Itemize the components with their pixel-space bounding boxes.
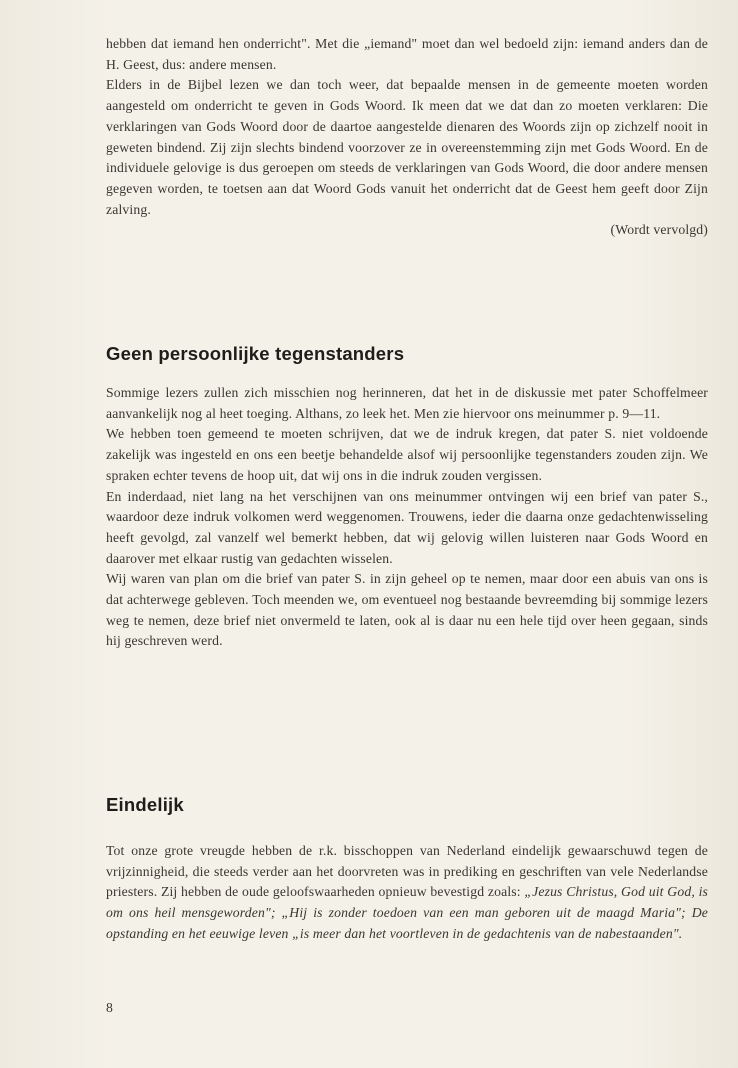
- intro-paragraph-1: hebben dat iemand hen onderricht". Met die „iemand" moet dan wel bedoeld zijn: iemand anders dan de H. Geest, dus: andere mensen.: [106, 36, 708, 72]
- paragraph: Wij waren van plan om die brief van pater S. in zijn geheel op te nemen, maar door een abuis van ons is dat achterwege gebleven. Toch meenden we, om eventueel nog bestaande bevreemding bij sommige lezers weg te nemen, deze brief niet onvermeld te laten, ook al is daar nu een hele tijd over heen gegaan, sinds hij geschreven werd.: [106, 571, 708, 649]
- section-heading-eindelijk: Eindelijk: [106, 794, 184, 815]
- paragraph: We hebben toen gemeend te moeten schrijven, dat we de indruk kregen, dat pater S. niet voldoende zakelijk was ingesteld en ons een beetje behandelde alsof wij persoonlijke tegenstanders zouden zijn. We spraken echter tevens de hoop uit, dat wij ons in die indruk zouden vergissen.: [106, 426, 708, 483]
- paragraph: [106, 841, 708, 945]
- paragraph-lead: Tot onze grote vreugde hebben de r.k. bisschoppen van Nederland eindelijk gewaarschuwd tegen de vrijzinnigheid, die steeds verder aan het doorvreten was in prediking en geschriften van vele Nederlandse priesters. Zij hebben de oude geloofswaarheden opnieuw bevestigd zoals:: [106, 843, 708, 900]
- intro-paragraph-2: Elders in de Bijbel lezen we dan toch weer, dat bepaalde mensen in de gemeente moeten worden aangesteld om onderricht te geven in Gods Woord. Ik meen dat we dat dan zo moeten verklaren: Die verklaringen van Gods Woord door de daartoe aangestelde dienaren des Woords zijn op zichzelf nooit in geweten bindend. Zij zijn slechts bindend voorzover ze in overeenstemming zijn met Gods Woord. En de individuele gelovige is dus geroepen om steeds de verklaringen van Gods Woord, die door andere mensen gegeven worden, te toetsen aan dat Woord Gods vanuit het onderricht dat de Geest hem geeft door Zijn zalving.: [106, 77, 708, 217]
- page-number: 8: [106, 1000, 113, 1015]
- paragraph: En inderdaad, niet lang na het verschijnen van ons meinummer ontvingen wij een brief van pater S., waardoor deze indruk volkomen werd weggenomen. Trouwens, ieder die daarna onze gedachtenwisseling heeft gevolgd, zal vanzelf wel bemerkt hebben, dat wij gelovig willen luisteren naar Gods Woord en daarover met elkaar rustig van gedachten wisselen.: [106, 488, 708, 566]
- italic-quote: „Jezus Christus, God uit God, is om ons heil mensgeworden"; „Hij is zonder toedoen van een man geboren uit de maagd Maria"; De opstanding en het eeuwige leven „is meer dan het voortleven in de gedachtenis van de nabestaanden".: [106, 884, 708, 941]
- continued-note: (Wordt vervolgd): [610, 222, 708, 238]
- section-heading-tegenstanders: Geen persoonlijke tegenstanders: [106, 343, 405, 364]
- paragraph: Sommige lezers zullen zich misschien nog herinneren, dat het in de diskussie met pater Schoffelmeer aanvankelijk nog al heet toeging. Althans, zo leek het. Men zie hiervoor ons meinummer p. 9—11.: [106, 385, 708, 421]
- intro-section: [106, 34, 708, 241]
- section-tegenstanders-body: [106, 383, 708, 652]
- section-eindelijk-body: [106, 841, 708, 945]
